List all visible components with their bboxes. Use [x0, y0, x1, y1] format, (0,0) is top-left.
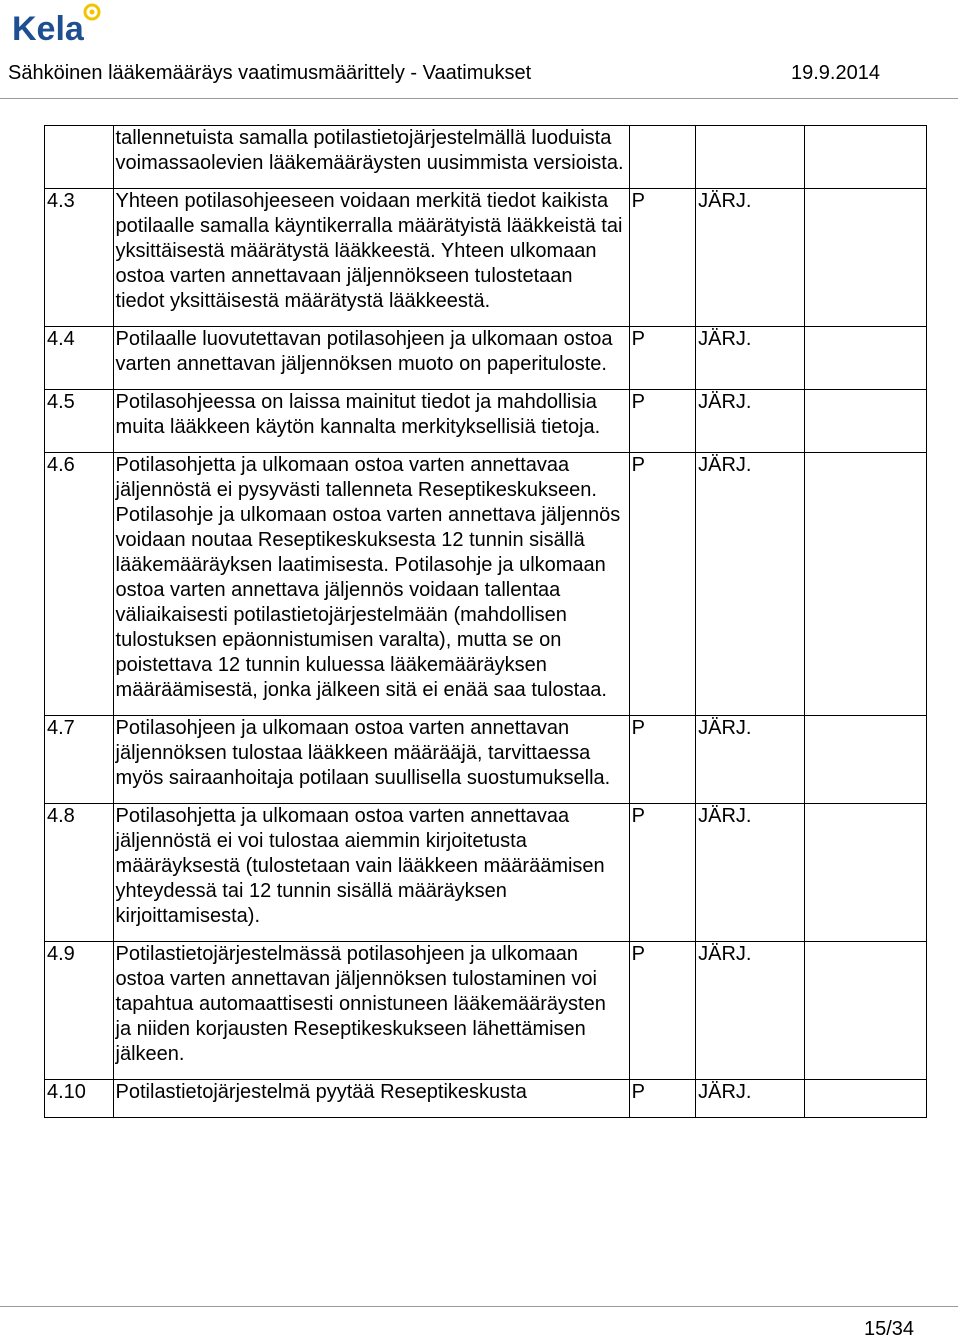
requirement-extra — [805, 327, 927, 390]
requirement-id: 4.5 — [45, 390, 114, 453]
requirement-extra — [805, 804, 927, 942]
requirement-row — [45, 716, 927, 804]
requirement-extra — [805, 189, 927, 327]
header-divider — [0, 98, 958, 99]
requirement-id: 4.8 — [45, 804, 114, 942]
requirement-text: Potilastietojärjestelmässä potilasohjeen ja ulkomaan ostoa varten annettavan jäljennöksen tulostaminen voi tapahtua automaattisesti onnistuneen lääkemääräysten ja niiden korjausten Reseptikeskukseen lähettämisen jälkeen. — [113, 942, 629, 1080]
requirement-priority: P — [629, 804, 696, 942]
requirement-priority: P — [629, 942, 696, 1080]
requirement-type: JÄRJ. — [696, 327, 805, 390]
requirement-priority: P — [629, 189, 696, 327]
requirement-priority — [629, 126, 696, 189]
requirement-text: Potilasohjetta ja ulkomaan ostoa varten annettavaa jäljennöstä ei voi tulostaa aiemmin kirjoitetusta määräyksestä (tulostetaan vain lääkkeen määräämisen yhteydessä tai 12 tunnin sisällä määräyksen kirjoittamisesta). — [113, 804, 629, 942]
requirement-row — [45, 126, 927, 189]
requirement-row — [45, 189, 927, 327]
requirement-type: JÄRJ. — [696, 189, 805, 327]
page-number: 15/34 — [864, 1318, 915, 1340]
requirement-priority: P — [629, 390, 696, 453]
requirement-priority: P — [629, 1080, 696, 1118]
requirement-row — [45, 804, 927, 942]
requirement-text: Yhteen potilasohjeeseen voidaan merkitä tiedot kaikista potilaalle samalla käyntikerralla määrätyistä lääkkeistä tai yksittäisestä määrätystä lääkkeestä. Yhteen ulkomaan ostoa varten annettavaan jäljennökseen tulostetaan tiedot yksittäisestä määrätystä lääkkeestä. — [113, 189, 629, 327]
requirement-priority: P — [629, 453, 696, 716]
requirement-id: 4.6 — [45, 453, 114, 716]
requirement-id — [45, 126, 114, 189]
requirement-text: Potilasohjetta ja ulkomaan ostoa varten annettavaa jäljennöstä ei pysyvästi tallenneta Reseptikeskukseen. Potilasohje ja ulkomaan ostoa varten annettava jäljennös voidaan noutaa Reseptikeskuksesta 12 tunnin sisällä lääkemääräyksen laatimisesta. Potilasohje ja ulkomaan ostoa varten annettava jäljennös voidaan tallentaa väliaikaisesti potilastietojärjestelmään (mahdollisen tulostuksen epäonnistumisen varalta), mutta se on poistettava 12 tunnin kuluessa lääkemääräyksen määräämisestä, jonka jälkeen sitä ei enää saa tulostaa. — [113, 453, 629, 716]
requirement-type: JÄRJ. — [696, 716, 805, 804]
requirement-id: 4.10 — [45, 1080, 114, 1118]
requirement-text: Potilaalle luovutettavan potilasohjeen ja ulkomaan ostoa varten annettavan jäljennöksen muoto on paperituloste. — [113, 327, 629, 390]
requirement-type: JÄRJ. — [696, 453, 805, 716]
requirement-extra — [805, 942, 927, 1080]
document-title: Sähköinen lääkemääräys vaatimusmäärittely - Vaatimukset — [8, 62, 532, 84]
requirement-id: 4.3 — [45, 189, 114, 327]
requirements-table-body — [45, 126, 927, 1118]
requirement-row — [45, 453, 927, 716]
kela-logo — [12, 2, 102, 44]
requirement-type: JÄRJ. — [696, 390, 805, 453]
requirement-text: tallennetuista samalla potilastietojärjestelmällä luoduista voimassaolevien lääkemääräysten uusimmista versioista. — [113, 126, 629, 189]
requirement-priority: P — [629, 716, 696, 804]
requirement-row — [45, 390, 927, 453]
requirement-extra — [805, 126, 927, 189]
requirement-row — [45, 1080, 927, 1118]
requirement-type: JÄRJ. — [696, 942, 805, 1080]
requirement-row — [45, 942, 927, 1080]
document-date: 19.9.2014 — [791, 62, 880, 84]
requirement-type: JÄRJ. — [696, 804, 805, 942]
requirement-row — [45, 327, 927, 390]
requirement-extra — [805, 390, 927, 453]
requirement-extra — [805, 1080, 927, 1118]
logo-wordmark: Kela — [12, 10, 84, 44]
requirements-table — [44, 125, 927, 1118]
requirement-type — [696, 126, 805, 189]
requirement-text: Potilasohjeessa on laissa mainitut tiedot ja mahdollisia muita lääkkeen käytön kannalta merkityksellisiä tietoja. — [113, 390, 629, 453]
requirement-id: 4.4 — [45, 327, 114, 390]
requirement-type: JÄRJ. — [696, 1080, 805, 1118]
footer-divider — [0, 1306, 958, 1307]
requirement-priority: P — [629, 327, 696, 390]
requirement-extra — [805, 453, 927, 716]
requirement-text: Potilastietojärjestelmä pyytää Reseptikeskusta — [113, 1080, 629, 1118]
requirement-extra — [805, 716, 927, 804]
requirement-id: 4.9 — [45, 942, 114, 1080]
requirement-text: Potilasohjeen ja ulkomaan ostoa varten annettavan jäljennöksen tulostaa lääkkeen määrääjä, tarvittaessa myös sairaanhoitaja potilaan suullisella suostumuksella. — [113, 716, 629, 804]
requirement-id: 4.7 — [45, 716, 114, 804]
